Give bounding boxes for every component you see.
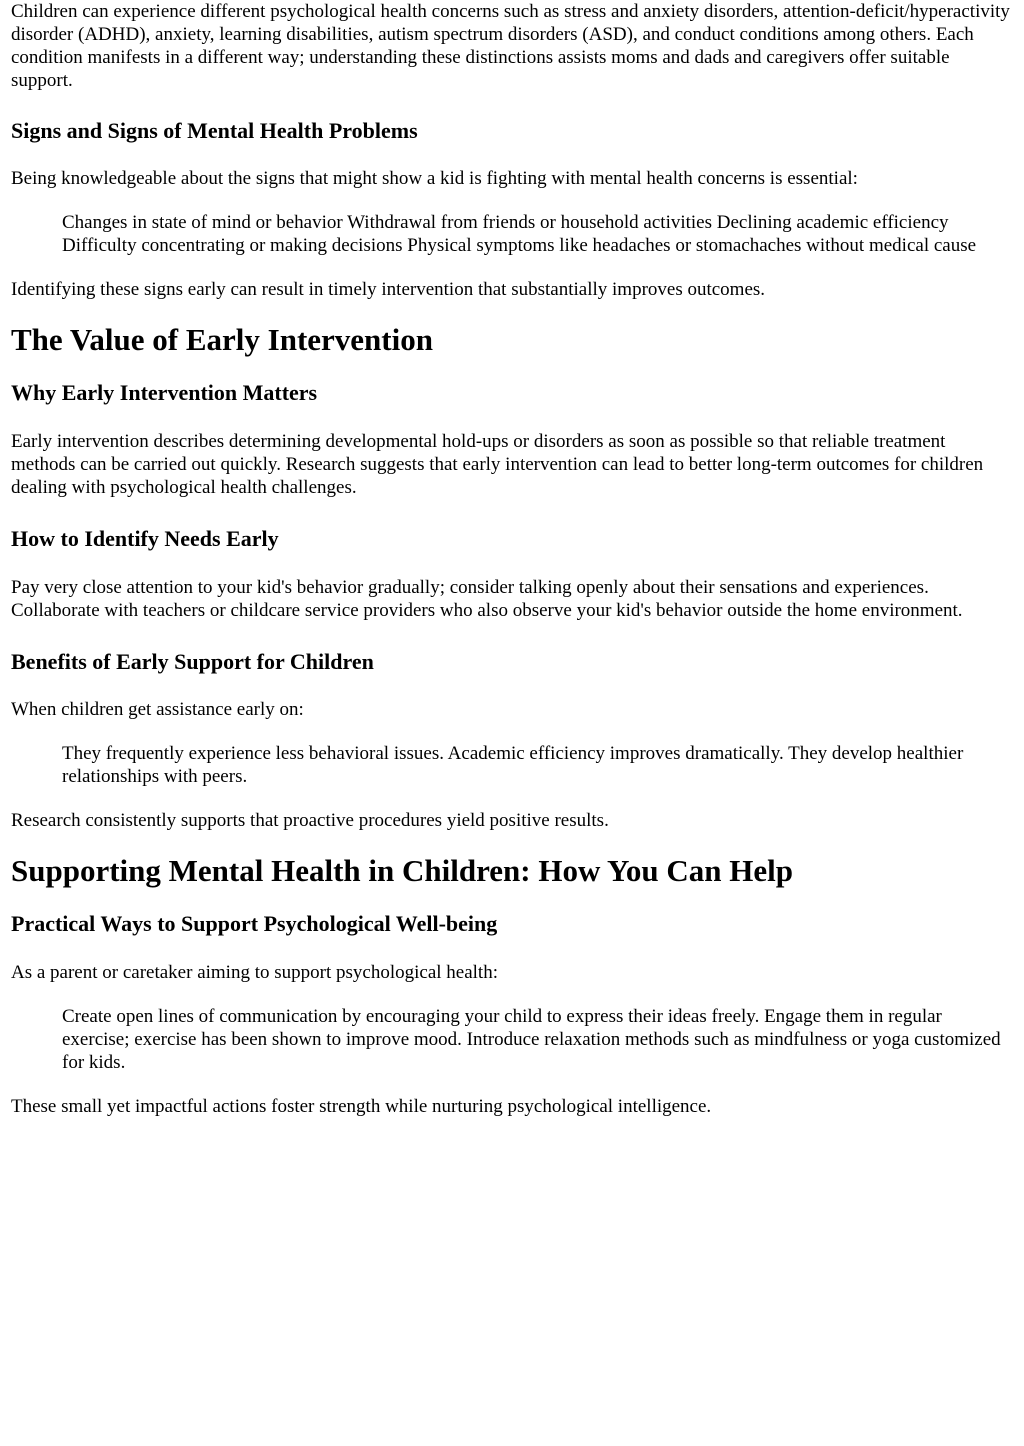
why-paragraph: Early intervention describes determining developmental hold-ups or disorders as soon as possible so that reliable treatment methods can be carried out quickly. Research suggests that early intervention can lead to better long-term outcomes for children dealing with psychological health challenges. <box>11 431 984 498</box>
signs-heading: Signs and Signs of Mental Health Problems <box>11 118 418 143</box>
signs-outro-paragraph: Identifying these signs early can result in timely intervention that substantially improves outcomes. <box>11 279 766 300</box>
supporting-section-heading: Supporting Mental Health in Children: How You Can Help <box>11 853 794 888</box>
practical-intro-paragraph: As a parent or caretaker aiming to support psychological health: <box>11 962 498 983</box>
benefits-heading: Benefits of Early Support for Children <box>11 649 374 674</box>
how-heading: How to Identify Needs Early <box>11 526 279 551</box>
signs-intro-paragraph: Being knowledgeable about the signs that might show a kid is fighting with mental health concerns is essential: <box>11 168 858 189</box>
benefits-outro-paragraph: Research consistently supports that proactive procedures yield positive results. <box>11 810 609 831</box>
how-paragraph: Pay very close attention to your kid's behavior gradually; consider talking openly about their sensations and experiences. Collaborate with teachers or childcare service providers who also observe your kid's behavior outside the home environment. <box>11 577 963 621</box>
practical-heading: Practical Ways to Support Psychological Well-being <box>11 911 498 936</box>
why-heading: Why Early Intervention Matters <box>11 380 318 405</box>
benefits-intro-paragraph: When children get assistance early on: <box>11 699 304 720</box>
intro-paragraph: Children can experience different psychological health concerns such as stress and anxiety disorders, attention-deficit/hyperactivity disorder (ADHD), anxiety, learning disabilities, autism spectrum disorders (ASD), and conduct conditions among others. Each condition manifests in a different way; understanding these distinctions assists moms and dads and caregivers offer suitable support. <box>11 1 1010 91</box>
practical-list-quote: Create open lines of communication by encouraging your child to express their ideas freely. Engage them in regular exercise; exercise has been shown to improve mood. Introduce relaxation methods such as mindfulness or yoga customized for kids. <box>62 1006 1001 1073</box>
value-section-heading: The Value of Early Intervention <box>11 322 433 357</box>
signs-list-quote: Changes in state of mind or behavior Withdrawal from friends or household activities Declining academic efficiency Difficulty concentrating or making decisions Physical symptoms like headaches or stomachaches without medical cause <box>62 212 977 256</box>
benefits-list-quote: They frequently experience less behavioral issues. Academic efficiency improves dramatically. They develop healthier relationships with peers. <box>62 743 964 787</box>
practical-outro-paragraph: These small yet impactful actions foster strength while nurturing psychological intelligence. <box>11 1096 712 1117</box>
